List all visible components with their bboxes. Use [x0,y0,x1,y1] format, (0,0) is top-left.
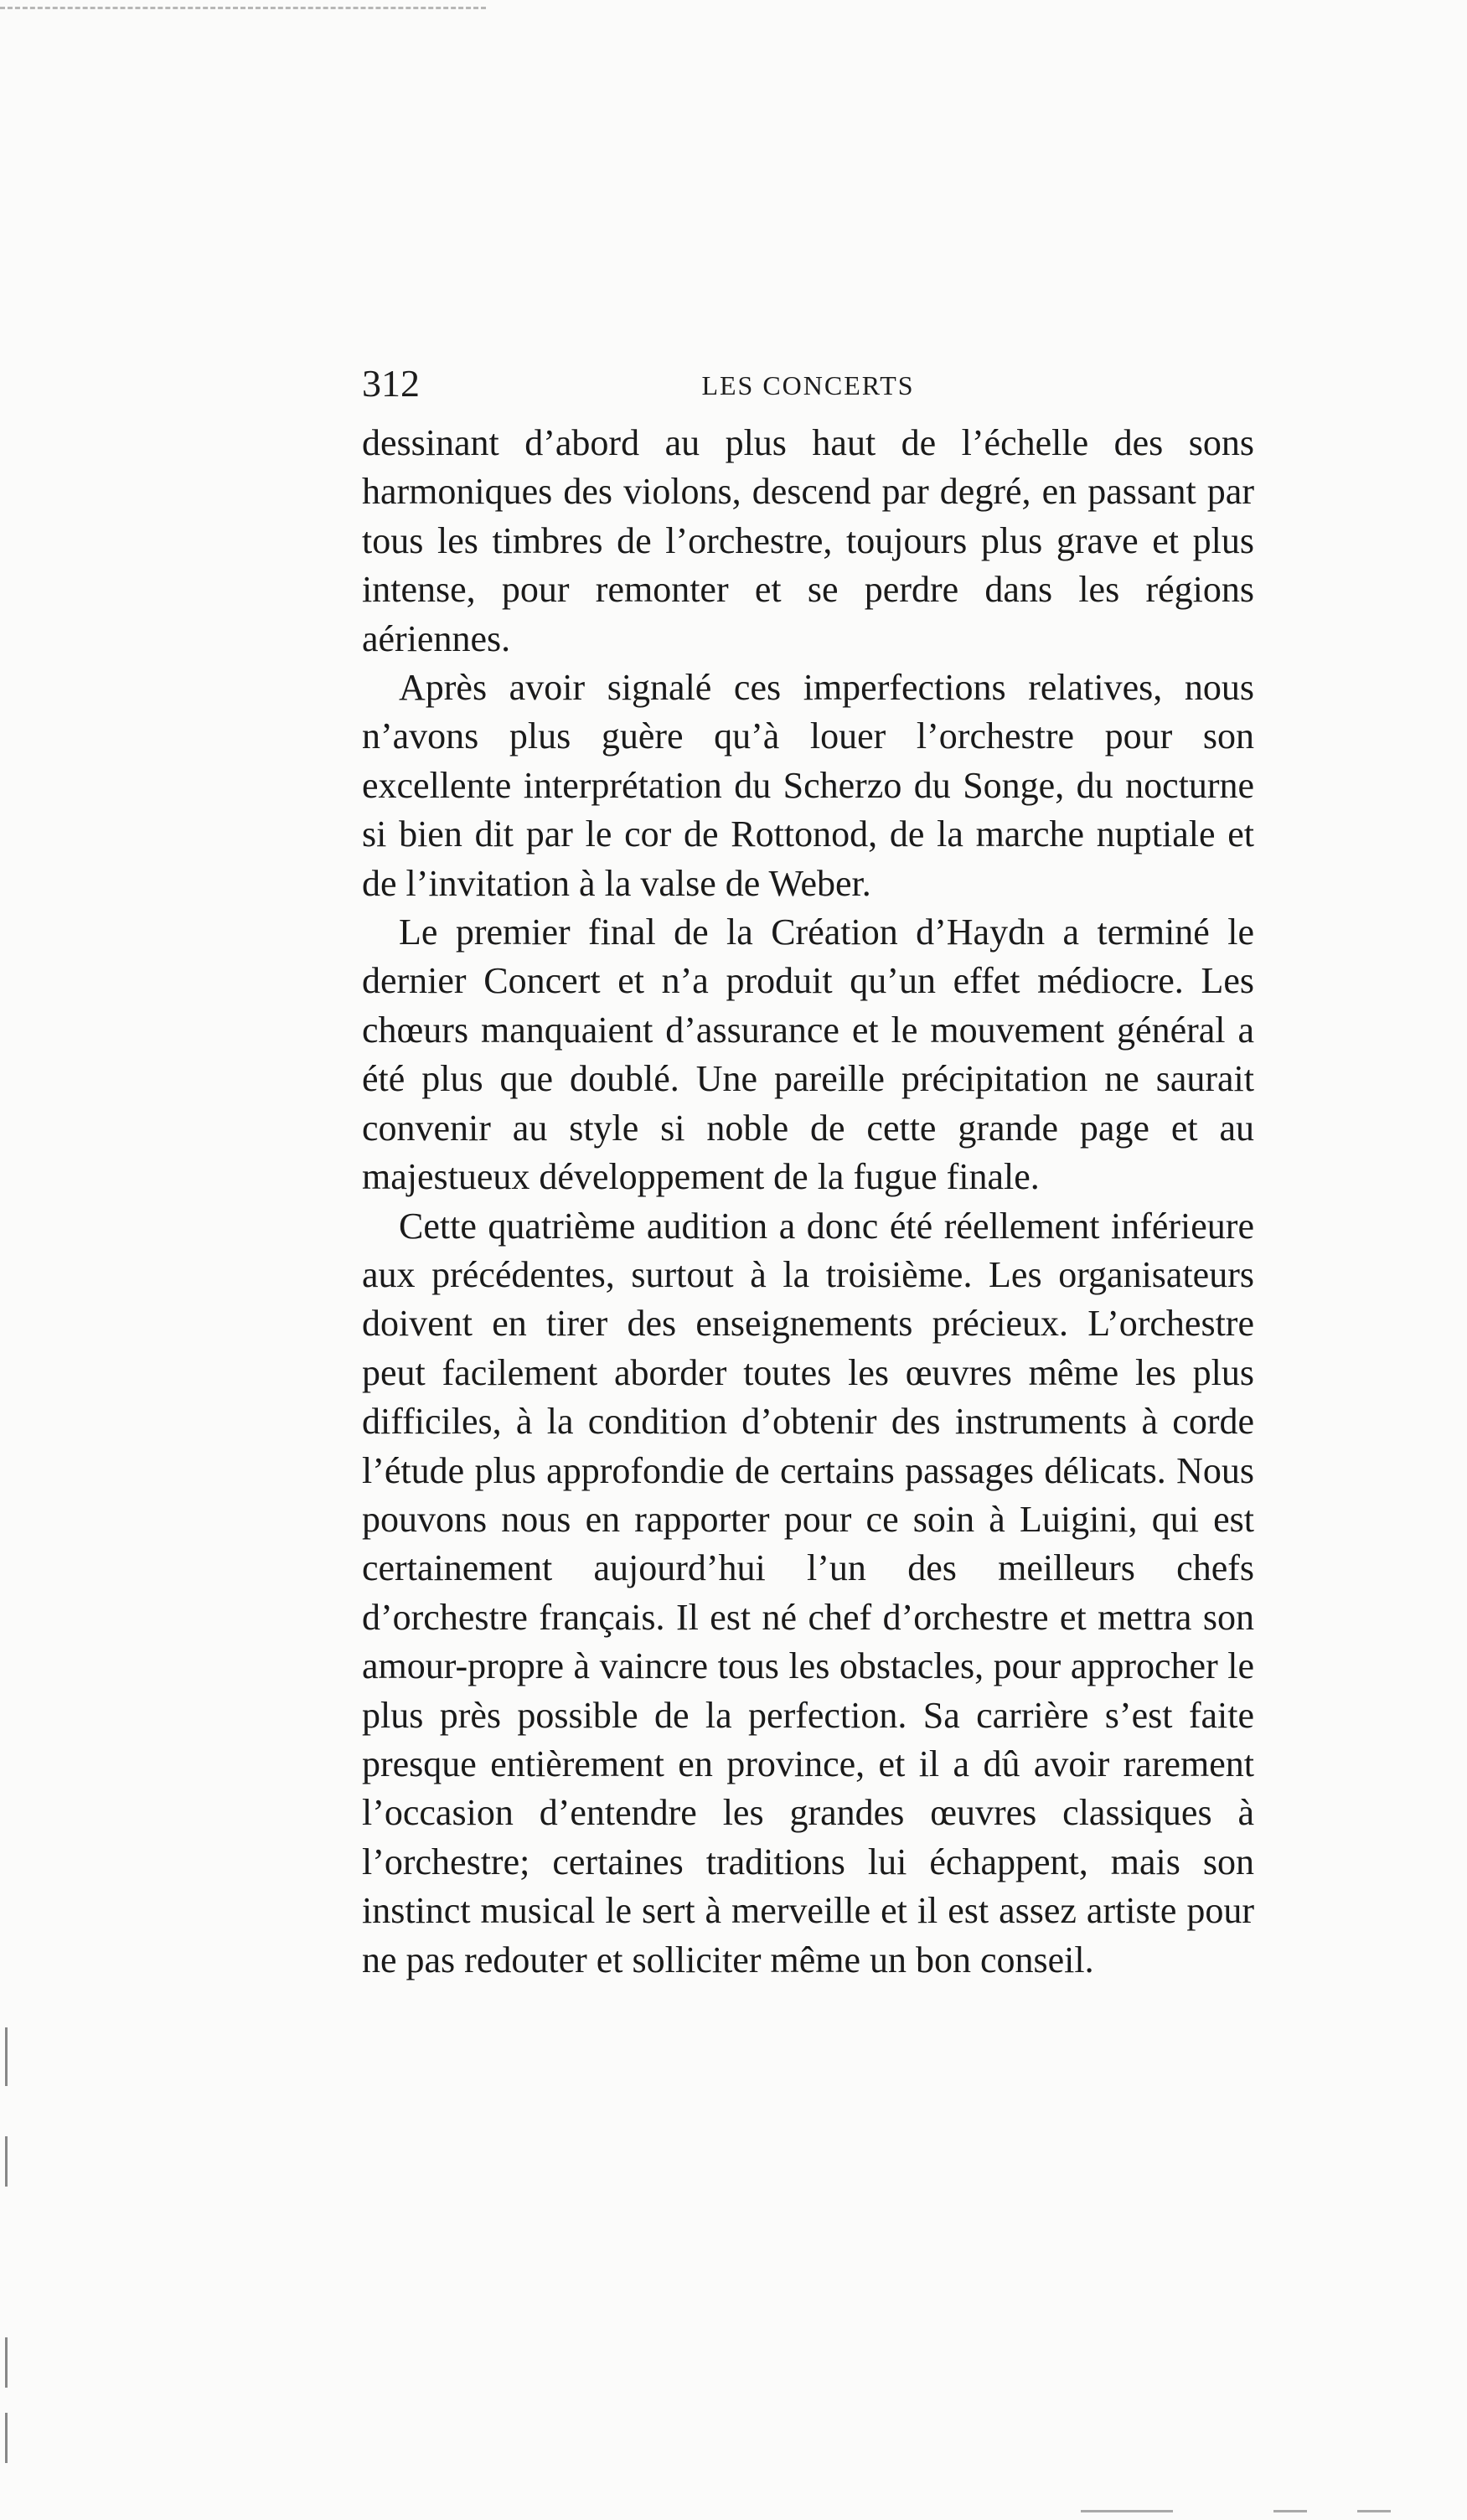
scan-edge-top [0,7,486,9]
scan-edge-bottom [1357,2510,1391,2512]
running-title: LES CONCERTS [701,370,915,400]
paragraph: Après avoir signalé ces imperfections relatives, nous n’avons plus guère qu’à louer l’orchestre pour son excellente interprétation du Scherzo du Songe, du nocturne si bien dit par le cor de Rottonod, de la marche nuptiale et de l’invitation à la valse de Weber. [362,667,1254,904]
scan-edge-left [5,2337,8,2388]
paragraph: dessinant d’abord au plus haut de l’échelle des sons harmoniques des violons, descend par degré, en passant par tous les timbres de l’orchestre, toujours plus grave et plus intense, pour remonter et se perdre dans les régions aériennes. [362,422,1254,659]
scan-edge-left [5,2136,8,2187]
scan-edge-left [5,2027,8,2086]
scan-edge-bottom [1273,2510,1307,2512]
paragraph: Cette quatrième audition a donc été réellement inférieure aux précédentes, surtout à la troisième. Les organisateurs doivent en tirer des enseignements précieux. L’orchestre peut facilement aborder toutes les œuvres même les plus difficiles, à la condition d’obtenir des instruments à corde l’étude plus approfondie de certains passages délicats. Nous pouvons nous en rapporter pour ce soin à Luigini, qui est certainement aujourd’hui l’un des meilleurs chefs d’orchestre français. Il est né chef d’orchestre et mettra son amour-propre à vaincre tous les obstacles, pour approcher le plus près possible de la perfection. Sa carrière s’est faite presque entièrement en province, et il a dû avoir rarement l’occasion d’entendre les grandes œuvres classiques à l’orchestre; certaines traditions lui échappent, mais son instinct musical le sert à merveille et il est assez artiste pour ne pas redouter et solliciter même un bon conseil. [362,1205,1254,1980]
page-header [362,359,1254,409]
paragraph: Le premier final de la Création d’Haydn a terminé le dernier Concert et n’a produit qu’un effet médiocre. Les chœurs manquaient d’assurance et le mouvement général a été plus que doublé. Une pareille précipitation ne saurait convenir au style si noble de cette grande page et au majestueux développement de la fugue finale. [362,911,1254,1198]
scan-edge-left [5,2413,8,2463]
body-text [362,419,1254,1985]
page-number: 312 [362,362,420,405]
scan-edge-bottom [1081,2510,1173,2512]
